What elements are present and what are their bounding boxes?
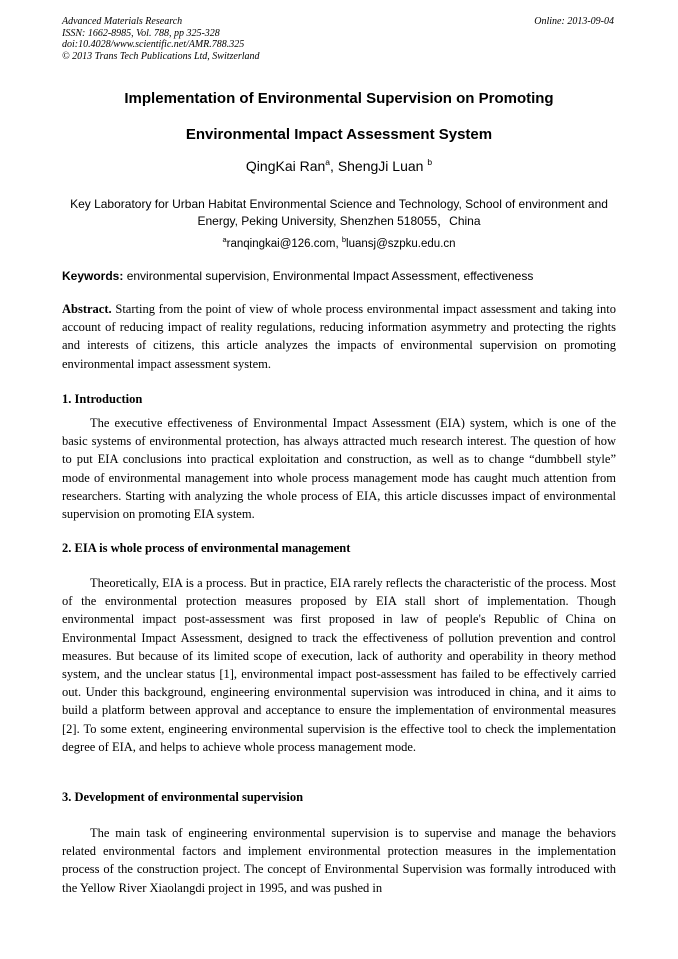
author-name: QingKai Ran — [245, 158, 326, 174]
paper-title-line-2: Environmental Impact Assessment System — [185, 126, 493, 143]
abstract-text: Starting from the point of view of whole process environmental impact assessment and taking into account of reducing impact of reality regulations, reducing information asymmetry and protecting the rights and interests of citizens, this article analyzes the impacts of environmental supervision on promoting environmental impact assessment system. — [62, 302, 616, 371]
section-heading: 1. Introduction — [62, 392, 143, 406]
abstract — [62, 300, 616, 373]
email-separator: , — [335, 238, 342, 250]
author-separator: , — [330, 158, 338, 174]
journal-name: Advanced Materials Research — [62, 16, 183, 27]
email-link[interactable]: ranqingkai@126.com — [226, 238, 336, 250]
author-emails — [0, 235, 678, 250]
running-header-left — [62, 16, 260, 62]
email-superscript: b — [341, 235, 347, 244]
author-list — [0, 158, 678, 174]
copyright-line: © 2013 Trans Tech Publications Ltd, Switzerland — [62, 50, 260, 62]
paper-title-line-1: Implementation of Environmental Supervision on Promoting — [124, 90, 554, 107]
affiliation: Key Laboratory for Urban Habitat Environmental Science and Technology, School of environment and Energy, Peking University, Shenzhen 518055，China — [70, 197, 608, 228]
email-link[interactable]: luansj@szpku.edu.cn — [346, 238, 456, 250]
section-paragraph: Theoretically, EIA is a process. But in practice, EIA rarely reflects the characteristic of the process. Most of the environmental protection measures proposed by EIA stall short of implementation. Though environmental impact post-assessment was first proposed in law of people's Republic of China on Environmental Impact Assessment, designed to track the effectiveness of pollution prevention and control measures. But because of its limited scope of execution, lack of authority and operability in theory method system, and the unclear status [1], environmental impact post-assessment has failed to be effectively carried out. Under this background, engineering environmental supervision was introduced in china, and it aims to build a platform between approval and acceptance to ensure the implementation of environmental measures [2]. To some extent, engineering environmental supervision is the effective tool to check the implementation degree of EIA, and helps to achieve whole process management mode. — [62, 576, 616, 754]
author-superscript: a — [325, 157, 331, 167]
keywords-label: Keywords: — [62, 269, 124, 283]
section-heading: 2. EIA is whole process of environmental management — [62, 541, 351, 555]
keywords-text: environmental supervision, Environmental Impact Assessment, effectiveness — [123, 269, 534, 283]
section-paragraph: The executive effectiveness of Environmental Impact Assessment (EIA) system, which is one of the basic systems of environmental protection, has always attracted much research interest. The question of how to put EIA conclusions into practical exploitation and construction, as well as to change “dumbbell style” mode of environmental management into whole process management mode has caught much attention from researchers. Starting with analyzing the whole process of EIA, this article discusses impact of environmental supervision on promoting EIA system. — [62, 416, 616, 522]
abstract-label: Abstract. — [62, 302, 112, 316]
online-date: Online: 2013-09-04 — [534, 16, 614, 27]
section-paragraph: The main task of engineering environmental supervision is to supervise and manage the behaviors related environmental factors and implement environmental protection measures in the implementation process of the construction project. The concept of Environmental Supervision was formally introduced with the Yellow River Xiaolangdi project in 1995, and was pushed in — [62, 826, 616, 895]
author-name: ShengJi Luan — [337, 158, 424, 174]
keywords — [62, 269, 616, 283]
section-heading: 3. Development of environmental supervision — [62, 790, 304, 804]
doi-line: doi:10.4028/www.scientific.net/AMR.788.325 — [62, 39, 245, 50]
issn-line: ISSN: 1662-8985, Vol. 788, pp 325-328 — [62, 27, 220, 39]
email-superscript: a — [222, 235, 227, 244]
author-superscript: b — [427, 157, 433, 167]
